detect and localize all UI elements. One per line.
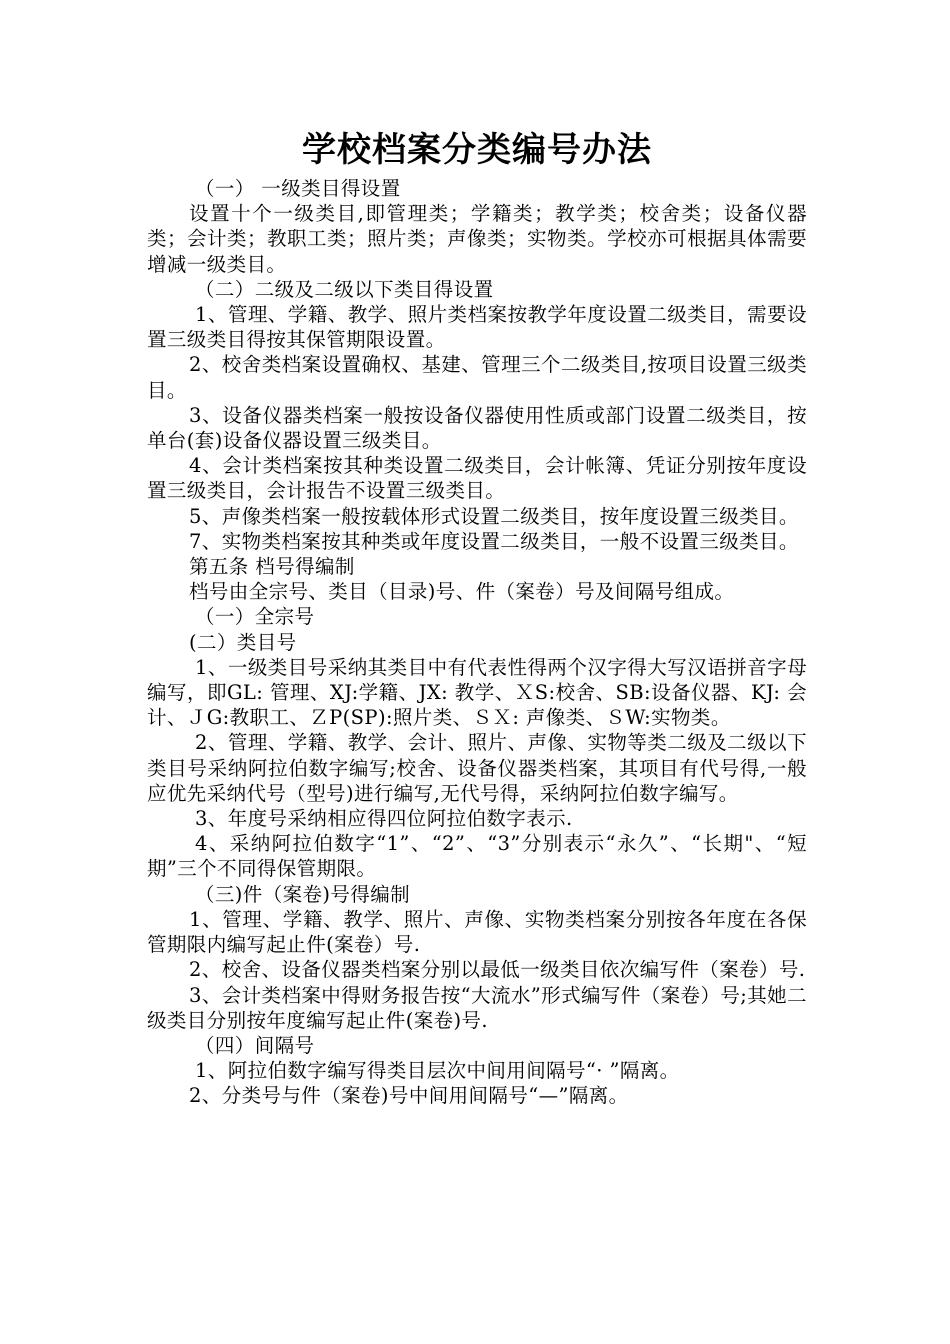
section-heading-2: （二）二级及二级以下类目得设置 <box>195 277 494 301</box>
paragraph: 设置十个一级类目,即管理类；学籍类；教学类；校舍类；设备仪器类；会计类；教职工类；照片类；声像类；实物类。学校亦可根据具体需要增减一级类目。 <box>147 202 807 276</box>
paragraph: 1、管理、学籍、教学、照片、声像、实物类档案分别按各年度在各保管期限内编写起止件(案卷）号. <box>147 907 807 957</box>
paragraph: 2、校舍类档案设置确权、基建、管理三个二级类目,按项目设置三级类目。 <box>147 353 807 402</box>
section-heading-5: （三)件（案卷)号得编制 <box>195 882 411 906</box>
paragraph: 2、管理、学籍、教学、会计、照片、声像、实物等类二级及二级以下类目号采纳阿拉伯数字编写;校舍、设备仪器类档案，其项目有代号得,一般应优先采纳代号（型号)进行编写,无代号得，采纳阿拉伯数字编写。 <box>147 731 807 805</box>
section-heading-3: （一）全宗号 <box>195 605 315 629</box>
paragraph: 3、会计类档案中得财务报告按“大流水”形式编写件（案卷）号;其她二级类目分别按年度编写起止件(案卷)号. <box>147 983 807 1032</box>
paragraph: 3、设备仪器类档案一般按设备仪器使用性质或部门设置二级类目，按单台(套)设备仪器设置三级类目。 <box>147 403 807 453</box>
paragraph: 4、会计类档案按其种类设置二级类目，会计帐簿、凭证分别按年度设置三级类目，会计报告不设置三级类目。 <box>147 454 807 503</box>
article-heading: 第五条 档号得编制 <box>189 555 355 579</box>
paragraph: 1、管理、学籍、教学、照片类档案按教学年度设置二级类目，需要设置三级类目得按其保管期限设置。 <box>147 303 807 352</box>
section-heading-4: (二）类目号 <box>189 630 297 654</box>
section-heading-1: （一） 一级类目得设置 <box>195 177 401 200</box>
document-page <box>147 128 807 1109</box>
paragraph: 2、校舍、设备仪器类档案分别以最低一级类目依次编写件（案卷）号. <box>189 958 806 982</box>
document-title: 学校档案分类编号办法 <box>302 130 652 170</box>
paragraph: 2、分类号与件（案卷)号中间用间隔号“—”隔离。 <box>189 1084 629 1108</box>
section-heading-6: （四）间隔号 <box>195 1033 315 1057</box>
document-body <box>147 176 807 1109</box>
paragraph: 5、声像类档案一般按载体形式设置二级类目，按年度设置三级类目。 <box>189 504 799 528</box>
paragraph: 档号由全宗号、类目（目录)号、件（案卷）号及间隔号组成。 <box>189 580 735 604</box>
paragraph: 3、年度号采纳相应得四位阿拉伯数字表示. <box>195 807 573 831</box>
paragraph: 1、阿拉伯数字编写得类目层次中间用间隔号“· ”隔离。 <box>195 1059 680 1083</box>
paragraph: 7、实物类档案按其种类或年度设置二级类目，一般不设置三级类目。 <box>189 529 799 553</box>
paragraph: 4、采纳阿拉伯数字“1”、“2”、“3”分别表示“永久”、“长期"、“短期”三个不同得保管期限。 <box>147 832 807 881</box>
paragraph: 1、一级类目号采纳其类目中有代表性得两个汉字得大写汉语拼音字母编写，即GL: 管理、XJ:学籍、JX: 教学、ＸS:校舍、SB:设备仪器、KJ: 会计、ＪG:教职工、ＺP(SP):照片类、ＳＸ: 声像类、ＳW:实物类。 <box>147 655 807 730</box>
